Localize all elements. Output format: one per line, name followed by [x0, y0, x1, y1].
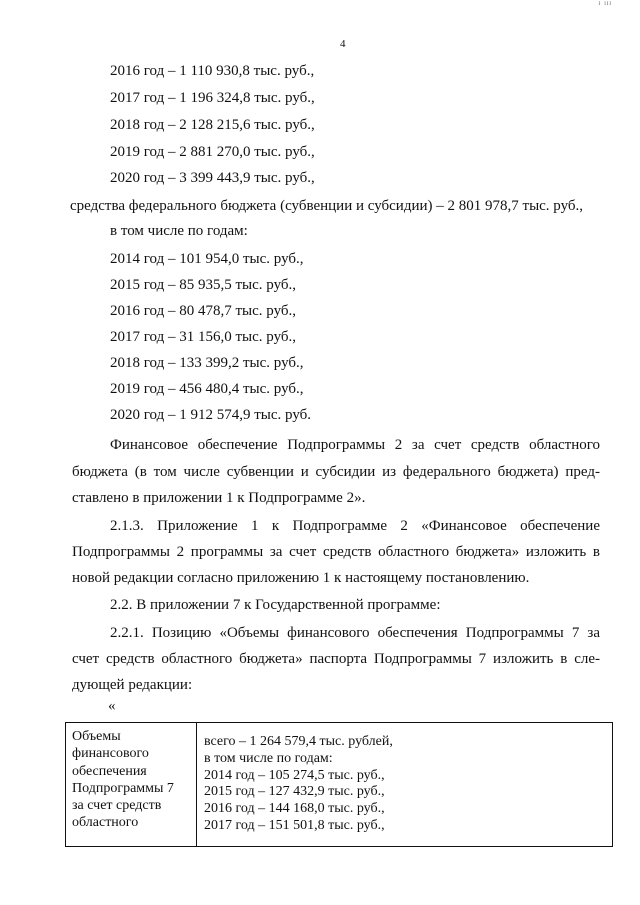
paragraph-financing-line: Финансовое обеспечение Подпрограммы 2 за счет средств областного — [110, 437, 600, 453]
paragraph-financing-line: ставлено в приложении 1 к Подпрограмме 2». — [72, 490, 366, 506]
table-left-line: областного — [72, 815, 139, 831]
federal-year-line: 2018 год – 133 399,2 тыс. руб., — [110, 355, 304, 371]
by-years-label: в том числе по годам: — [110, 223, 248, 239]
paragraph-213-line: 2.1.3. Приложение 1 к Подпрограмме 2 «Финансовое обеспечение — [110, 518, 600, 534]
open-quote: « — [108, 698, 116, 714]
table-left-line: за счет средств — [72, 798, 162, 814]
table-right-line: в том числе по годам: — [204, 750, 333, 766]
federal-year-line: 2017 год – 31 156,0 тыс. руб., — [110, 329, 297, 345]
table-left-line: Подпрограммы 7 — [72, 780, 174, 796]
paragraph-financing-line: бюджета (в том числе субвенции и субсидии из федерального бюджета) пред- — [72, 464, 600, 480]
table-right-cell — [204, 734, 604, 835]
table-right-line: 2015 год – 127 432,9 тыс. руб., — [204, 784, 385, 800]
table-column-divider — [196, 723, 197, 846]
page-number: 4 — [340, 38, 346, 50]
federal-year-line: 2020 год – 1 912 574,9 тыс. руб. — [110, 407, 312, 423]
year-line: 2018 год – 2 128 215,6 тыс. руб., — [110, 117, 315, 133]
table-left-line: обеспечения — [72, 763, 147, 779]
paragraph-221-line: дующей редакции: — [72, 677, 193, 693]
federal-budget-line: средства федерального бюджета (субвенции и субсидии) – 2 801 978,7 тыс. руб., — [70, 198, 584, 214]
paragraph-221-line: счет средств областного бюджета» паспорта Подпрограммы 7 изложить в сле- — [72, 651, 600, 667]
paragraph-221-line: 2.2.1. Позицию «Объемы финансового обеспечения Подпрограммы 7 за — [110, 625, 600, 641]
year-line: 2020 год – 3 399 443,9 тыс. руб., — [110, 170, 315, 186]
federal-year-line: 2015 год – 85 935,5 тыс. руб., — [110, 277, 297, 293]
paragraph-22: 2.2. В приложении 7 к Государственной программе: — [110, 597, 441, 613]
paragraph-213-line: новой редакции согласно приложению 1 к настоящему постановлению. — [72, 570, 530, 586]
federal-year-line: 2016 год – 80 478,7 тыс. руб., — [110, 303, 297, 319]
table-left-line: Объемы — [72, 729, 121, 744]
table-right-line: 2014 год – 105 274,5 тыс. руб., — [204, 767, 385, 783]
table-right-line: 2017 год – 151 501,8 тыс. руб., — [204, 817, 385, 833]
year-line: 2017 год – 1 196 324,8 тыс. руб., — [110, 90, 315, 106]
table-right-line: 2016 год – 144 168,0 тыс. руб., — [204, 801, 385, 817]
year-line: 2016 год – 1 110 930,8 тыс. руб., — [110, 63, 315, 79]
federal-year-line: 2014 год – 101 954,0 тыс. руб., — [110, 251, 304, 267]
paragraph-213-line: Подпрограммы 2 программы за счет средств областного бюджета» изложить в — [72, 544, 600, 560]
table-left-cell — [72, 728, 192, 832]
corner-mark: ᴵ ᴵᴵᴵ — [598, 0, 612, 9]
table-left-line: финансового — [72, 746, 149, 762]
financing-table — [65, 722, 613, 847]
year-line: 2019 год – 2 881 270,0 тыс. руб., — [110, 144, 315, 160]
federal-year-line: 2019 год – 456 480,4 тыс. руб., — [110, 381, 304, 397]
table-right-line: всего – 1 264 579,4 тыс. рублей, — [204, 734, 393, 749]
